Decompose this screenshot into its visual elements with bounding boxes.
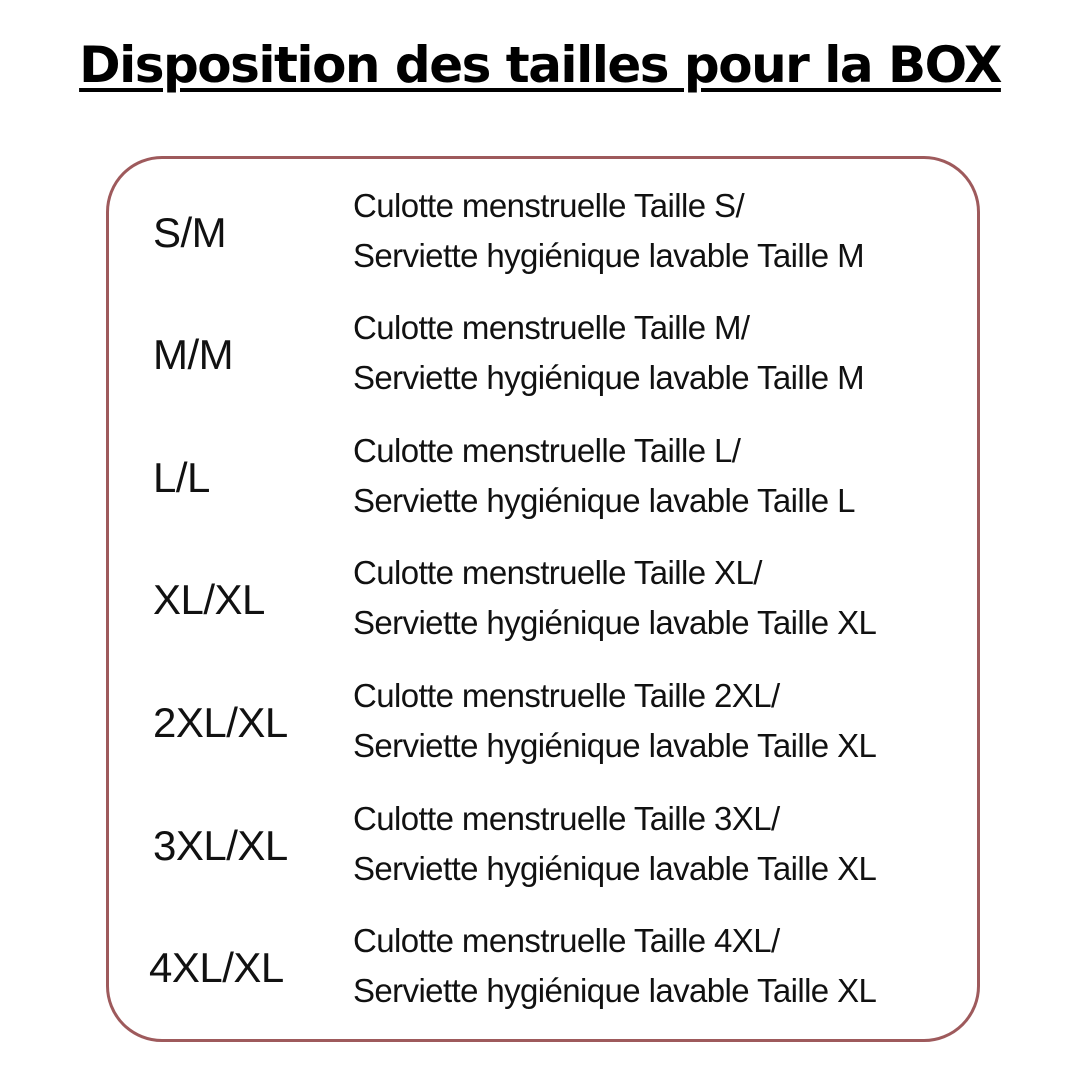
size-code: 2XL/XL [153, 699, 288, 746]
size-table-box [106, 156, 980, 1042]
description-line-2: Serviette hygiénique lavable Taille XL [353, 850, 877, 887]
size-description [353, 794, 876, 894]
description-line-1: Culotte menstruelle Taille S/ [353, 187, 745, 224]
size-row [109, 916, 977, 1026]
size-code: S/M [153, 209, 227, 256]
description-line-1: Culotte menstruelle Taille 4XL/ [353, 922, 780, 959]
size-description [353, 303, 864, 403]
size-row [109, 548, 977, 658]
size-row [109, 671, 977, 781]
size-code: 4XL/XL [149, 944, 284, 991]
size-code: 3XL/XL [153, 822, 288, 869]
description-line-2: Serviette hygiénique lavable Taille XL [353, 972, 877, 1009]
size-description [353, 548, 876, 648]
description-line-1: Culotte menstruelle Taille M/ [353, 309, 750, 346]
description-line-1: Culotte menstruelle Taille XL/ [353, 554, 762, 591]
size-code: XL/XL [153, 576, 265, 623]
size-row [109, 303, 977, 413]
size-description [353, 426, 855, 526]
description-line-2: Serviette hygiénique lavable Taille XL [353, 604, 877, 641]
description-line-1: Culotte menstruelle Taille 3XL/ [353, 800, 780, 837]
page-title: Disposition des tailles pour la BOX [79, 36, 1001, 94]
description-line-2: Serviette hygiénique lavable Taille M [353, 237, 865, 274]
size-code: M/M [153, 331, 234, 378]
size-row [109, 181, 977, 291]
size-row [109, 794, 977, 904]
description-line-2: Serviette hygiénique lavable Taille M [353, 359, 865, 396]
description-line-2: Serviette hygiénique lavable Taille L [353, 482, 855, 519]
size-description [353, 671, 876, 771]
size-row [109, 426, 977, 536]
description-line-1: Culotte menstruelle Taille 2XL/ [353, 677, 780, 714]
size-description [353, 916, 876, 1016]
size-code: L/L [153, 454, 210, 501]
description-line-1: Culotte menstruelle Taille L/ [353, 432, 741, 469]
size-description [353, 181, 864, 281]
description-line-2: Serviette hygiénique lavable Taille XL [353, 727, 877, 764]
